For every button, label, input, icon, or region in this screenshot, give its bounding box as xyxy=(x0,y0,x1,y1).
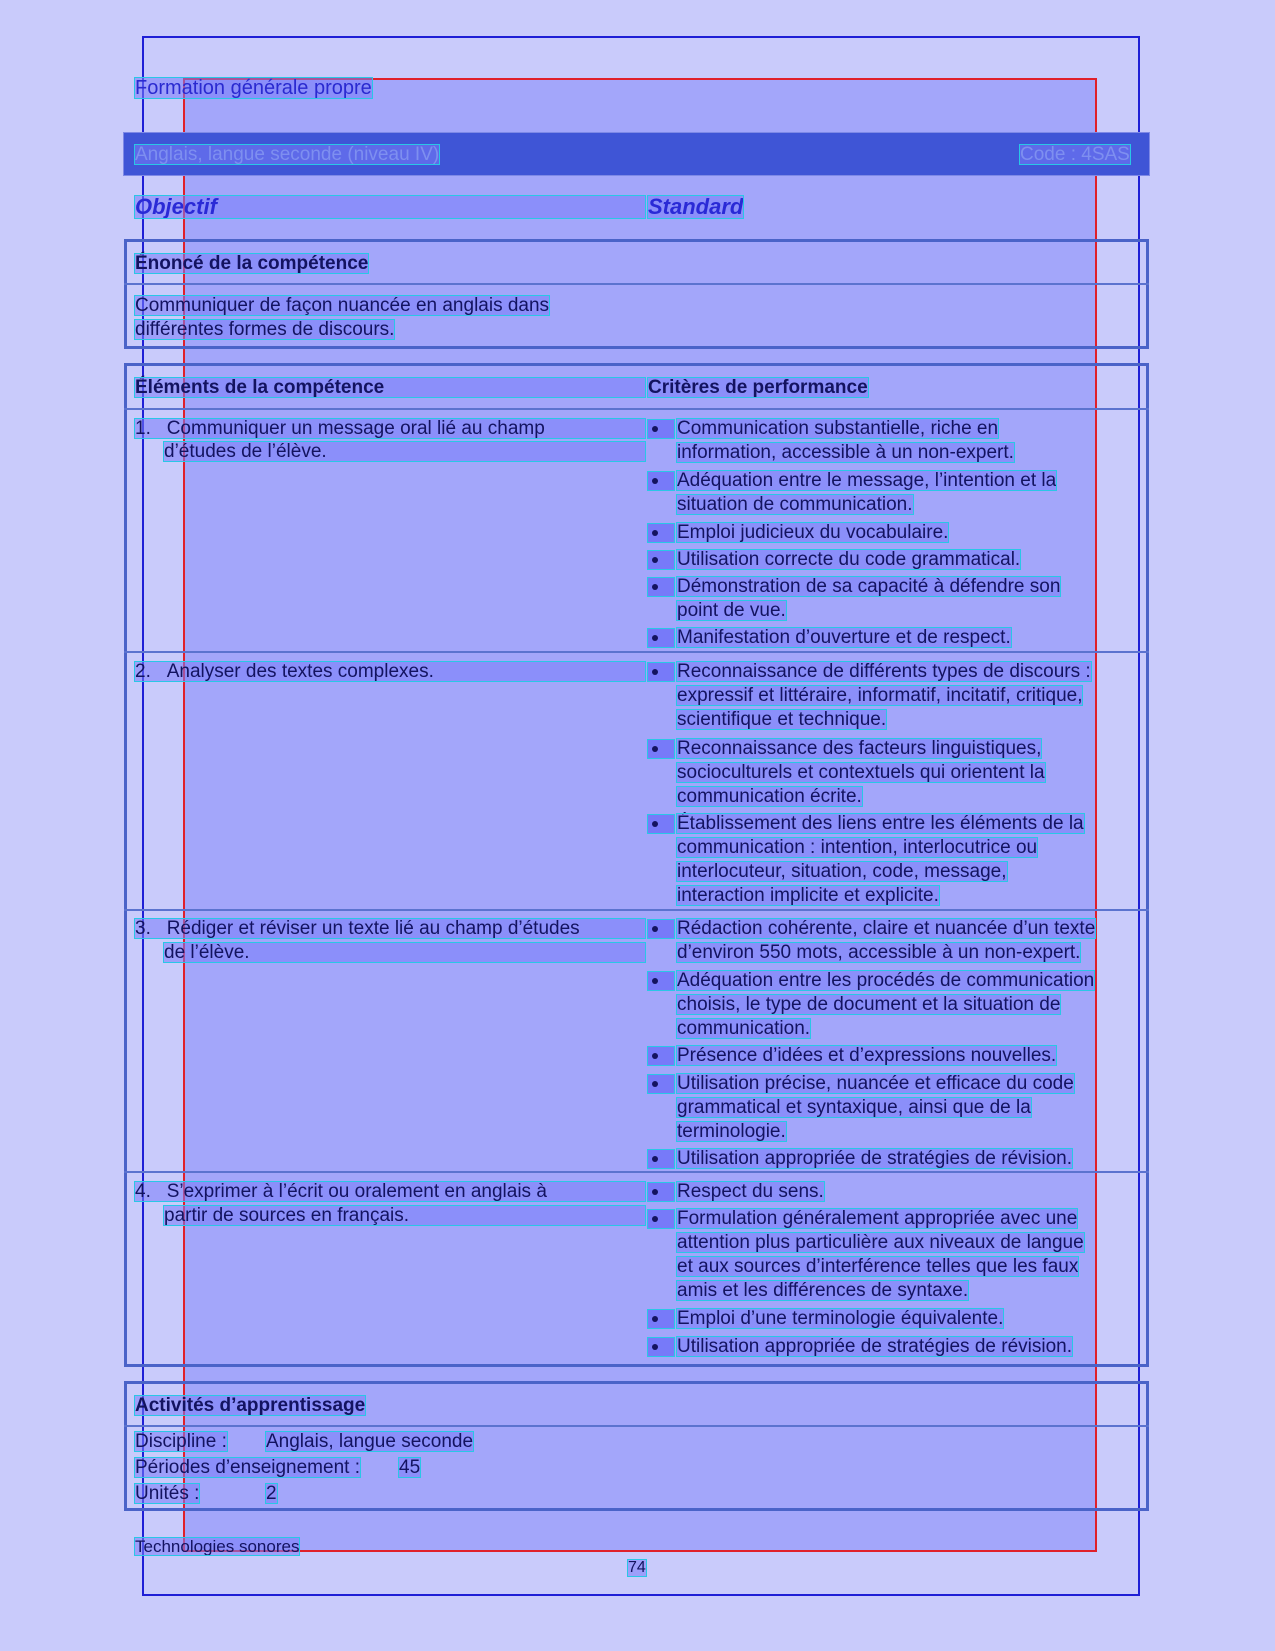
bullet-icon xyxy=(648,629,674,647)
criterion-line: Utilisation appropriée de stratégies de révision. xyxy=(677,1336,1072,1357)
element-2 xyxy=(135,662,645,681)
divider xyxy=(124,1425,1149,1427)
footer-program: Technologies sonores xyxy=(135,1537,300,1556)
criterion-line: Communication substantielle, riche en xyxy=(677,418,999,439)
criterion-line: expressif et littéraire, informatif, incitatif, critique, xyxy=(677,685,1083,706)
element-text: d’études de l’élève. xyxy=(164,442,645,461)
course-title: Anglais, langue seconde (niveau IV) xyxy=(135,144,440,165)
discipline-value: Anglais, langue seconde xyxy=(266,1431,474,1452)
criterion-line: Démonstration de sa capacité à défendre son xyxy=(677,576,1061,597)
bullet-icon xyxy=(648,663,674,681)
criterion-line: information, accessible à un non-expert. xyxy=(677,442,1014,463)
criterion-line: choisis, le type de document et la situation de xyxy=(677,994,1061,1015)
criterion-line: socioculturels et contextuels qui orientent la xyxy=(677,762,1045,783)
element-text: Rédiger et réviser un texte lié au champ d’études xyxy=(166,918,580,939)
bullet-icon xyxy=(648,551,674,569)
elements-header: Éléments de la compétence xyxy=(135,378,645,397)
course-code: Code : 4SAS xyxy=(1020,144,1130,165)
page-number: 74 xyxy=(628,1559,646,1576)
bullet-icon xyxy=(648,972,674,990)
periods-label: Périodes d’enseignement : xyxy=(135,1457,360,1478)
competence-title: Énoncé de la compétence xyxy=(135,253,369,274)
criterion-line: Emploi d’une terminologie équivalente. xyxy=(677,1308,1004,1329)
bullet-icon xyxy=(648,920,674,938)
criterion-line: Reconnaissance des facteurs linguistiques, xyxy=(677,738,1042,759)
element-number: 3. xyxy=(135,918,151,939)
criterion-line: Manifestation d’ouverture et de respect. xyxy=(677,627,1011,648)
element-number: 1. xyxy=(135,418,151,439)
bullet-icon xyxy=(648,1047,674,1065)
section-title: Formation générale propre xyxy=(135,77,372,99)
criteria-header: Critères de performance xyxy=(648,377,868,398)
bullet-icon xyxy=(648,578,674,596)
activities-title: Activités d’apprentissage xyxy=(135,1395,366,1416)
element-text: partir de sources en français. xyxy=(164,1206,645,1225)
criterion-line: point de vue. xyxy=(677,600,786,621)
element-1 xyxy=(135,419,645,438)
bullet-icon xyxy=(648,1150,674,1168)
criterion-line: interlocuteur, situation, code, message, xyxy=(677,861,1007,882)
element-3 xyxy=(135,919,645,938)
bullet-icon xyxy=(648,420,674,438)
criterion-line: terminologie. xyxy=(677,1121,786,1142)
criterion-line: et aux sources d’interférence telles que les faux xyxy=(677,1256,1079,1277)
element-text: Analyser des textes complexes. xyxy=(166,661,434,682)
criterion-line: Établissement des liens entre les éléments de la xyxy=(677,813,1084,834)
units-value: 2 xyxy=(266,1483,277,1504)
criterion-line: communication : intention, interlocutrice ou xyxy=(677,837,1038,858)
criterion-line: amis et les différences de syntaxe. xyxy=(677,1280,969,1301)
units-label: Unités : xyxy=(135,1483,200,1504)
bullet-icon xyxy=(648,815,674,833)
divider xyxy=(124,651,1149,653)
element-4 xyxy=(135,1182,645,1201)
bullet-icon xyxy=(648,524,674,542)
criterion-line: Adéquation entre les procédés de communication xyxy=(677,970,1095,991)
criterion-line: Adéquation entre le message, l’intention et la xyxy=(677,470,1057,491)
divider xyxy=(124,283,1149,285)
element-text: de l’élève. xyxy=(164,943,645,962)
discipline-label: Discipline : xyxy=(135,1431,227,1452)
element-text: S’exprimer à l’écrit ou oralement en anglais à xyxy=(166,1181,547,1202)
criterion-line: Utilisation appropriée de stratégies de révision. xyxy=(677,1148,1072,1169)
criterion-line: Respect du sens. xyxy=(677,1181,824,1202)
objective-heading: Objectif xyxy=(135,196,645,218)
criterion-line: communication. xyxy=(677,1018,811,1039)
criterion-line: grammatical et syntaxique, ainsi que de la xyxy=(677,1097,1031,1118)
periods-value: 45 xyxy=(399,1457,421,1478)
criterion-line: attention plus particulière aux niveaux de langue xyxy=(677,1232,1084,1253)
divider xyxy=(124,408,1149,410)
criterion-line: Présence d’idées et d’expressions nouvelles. xyxy=(677,1045,1057,1066)
standard-heading: Standard xyxy=(648,194,744,219)
bullet-icon xyxy=(648,472,674,490)
criterion-line: Rédaction cohérente, claire et nuancée d’un texte xyxy=(677,918,1096,939)
criterion-line: interaction implicite et explicite. xyxy=(677,885,939,906)
criterion-line: d’environ 550 mots, accessible à un non-expert. xyxy=(677,942,1081,963)
criterion-line: Utilisation précise, nuancée et efficace du code xyxy=(677,1073,1074,1094)
bullet-icon xyxy=(648,1310,674,1328)
bullet-icon xyxy=(648,1183,674,1201)
competence-line: Communiquer de façon nuancée en anglais dans xyxy=(135,295,550,316)
competence-line: différentes formes de discours. xyxy=(135,319,395,340)
divider xyxy=(124,1171,1149,1173)
element-text: Communiquer un message oral lié au champ xyxy=(166,418,545,439)
criterion-line: communication écrite. xyxy=(677,786,862,807)
bullet-icon xyxy=(648,740,674,758)
criterion-line: Reconnaissance de différents types de discours : xyxy=(677,661,1091,682)
element-number: 2. xyxy=(135,661,151,682)
criterion-line: situation de communication. xyxy=(677,494,913,515)
bullet-icon xyxy=(648,1210,674,1228)
element-number: 4. xyxy=(135,1181,151,1202)
criterion-line: Emploi judicieux du vocabulaire. xyxy=(677,522,949,543)
criterion-line: Formulation généralement appropriée avec une xyxy=(677,1208,1078,1229)
criterion-line: Utilisation correcte du code grammatical. xyxy=(677,549,1021,570)
divider xyxy=(124,909,1149,911)
criterion-line: scientifique et technique. xyxy=(677,709,887,730)
bullet-icon xyxy=(648,1075,674,1093)
bullet-icon xyxy=(648,1338,674,1356)
